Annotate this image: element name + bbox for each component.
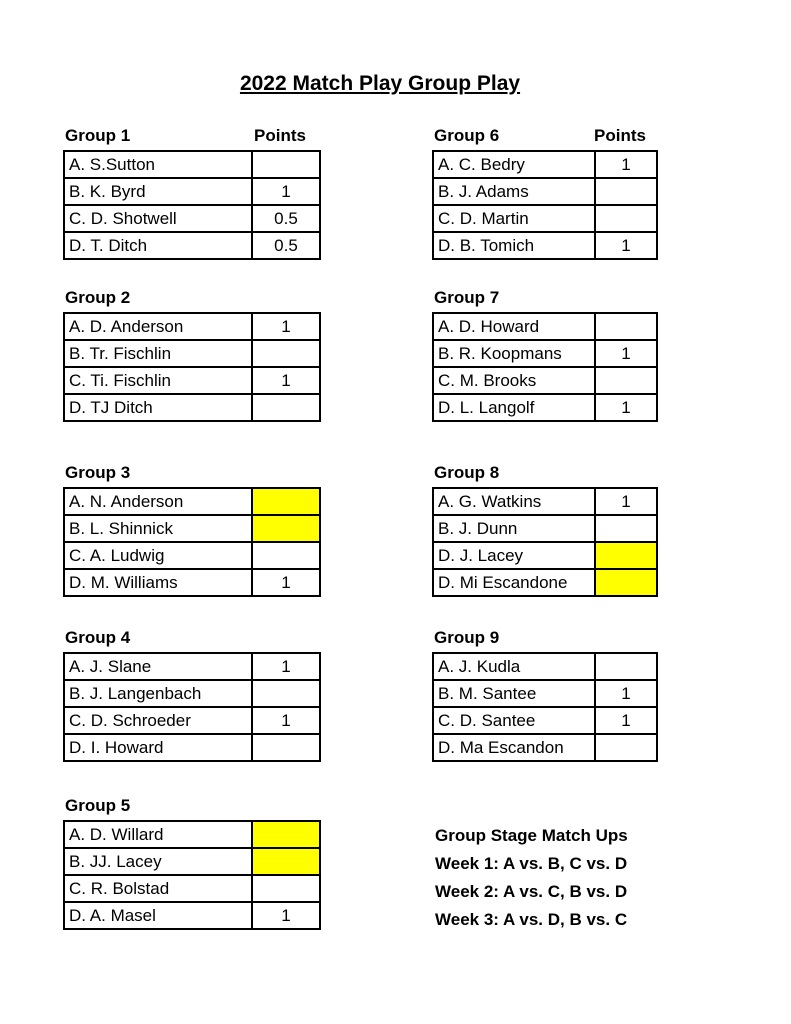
group-1-header [63,126,315,148]
player-row [433,205,657,232]
group-9-header [432,628,652,650]
group-9-section [432,628,652,762]
player-row [64,821,320,848]
points-cell [595,205,657,232]
player-row [64,875,320,902]
player-row [433,653,657,680]
points-cell [252,875,320,902]
player-row [64,653,320,680]
group-7-header [432,288,652,310]
points-cell: 1 [252,902,320,929]
points-cell [252,151,320,178]
group-2-section [63,288,315,422]
player-name-cell: C. D. Schroeder [64,707,252,734]
player-name-cell: A. J. Slane [64,653,252,680]
points-cell: 1 [595,680,657,707]
group-2-title: Group 2 [65,288,131,307]
group-7-section [432,288,652,422]
player-row [433,367,657,394]
player-row [64,232,320,259]
points-cell: 1 [252,653,320,680]
group-5-section [63,796,315,930]
group-3-title: Group 3 [65,463,131,482]
group-5-table [63,820,321,930]
group-8-section [432,463,652,597]
player-row [433,542,657,569]
player-row [64,848,320,875]
points-cell [252,515,320,542]
player-row [433,232,657,259]
player-name-cell: B. JJ. Lacey [64,848,252,875]
points-cell [595,653,657,680]
group-3-table [63,487,321,597]
points-cell: 1 [595,394,657,421]
points-cell: 1 [252,569,320,596]
player-name-cell: B. J. Dunn [433,515,595,542]
group-8-title: Group 8 [434,463,500,482]
group-7-table [432,312,658,422]
group-8-table [432,487,658,597]
points-cell: 1 [252,707,320,734]
points-cell [252,542,320,569]
match-ups-week-1: Week 1: A vs. B, C vs. D [435,854,628,873]
group-3-header [63,463,315,485]
group-5-header [63,796,315,818]
group-9-table [432,652,658,762]
player-name-cell: D. A. Masel [64,902,252,929]
player-name-cell: B. Tr. Fischlin [64,340,252,367]
group-4-section [63,628,315,762]
player-row [64,902,320,929]
points-column-header-right: Points [594,126,646,145]
points-cell: 0.5 [252,205,320,232]
player-name-cell: D. T. Ditch [64,232,252,259]
player-name-cell: D. J. Lacey [433,542,595,569]
points-cell [595,313,657,340]
player-row [433,680,657,707]
match-ups-section [435,822,628,934]
player-name-cell: D. Ma Escandon [433,734,595,761]
player-row [64,680,320,707]
player-row [433,515,657,542]
player-row [64,340,320,367]
player-name-cell: D. Mi Escandone [433,569,595,596]
page-title: 2022 Match Play Group Play [239,72,521,95]
player-row [433,488,657,515]
player-name-cell: B. J. Adams [433,178,595,205]
player-row [64,707,320,734]
player-name-cell: C. A. Ludwig [64,542,252,569]
player-row [64,178,320,205]
points-cell [595,515,657,542]
player-name-cell: A. D. Anderson [64,313,252,340]
player-row [64,394,320,421]
group-8-header [432,463,652,485]
player-row [64,367,320,394]
group-6-table [432,150,658,260]
player-name-cell: A. C. Bedry [433,151,595,178]
points-cell [595,569,657,596]
player-name-cell: C. D. Shotwell [64,205,252,232]
player-name-cell: C. R. Bolstad [64,875,252,902]
group-1-table [63,150,321,260]
group-3-section [63,463,315,597]
points-cell: 1 [252,313,320,340]
points-cell [595,367,657,394]
player-name-cell: D. I. Howard [64,734,252,761]
player-row [64,205,320,232]
player-name-cell: A. J. Kudla [433,653,595,680]
points-cell [595,542,657,569]
player-name-cell: C. M. Brooks [433,367,595,394]
group-5-title: Group 5 [65,796,131,815]
player-row [433,569,657,596]
points-cell: 1 [595,707,657,734]
player-row [64,515,320,542]
player-row [64,569,320,596]
player-row [433,178,657,205]
points-cell: 1 [595,488,657,515]
player-name-cell: B. M. Santee [433,680,595,707]
points-cell: 1 [252,178,320,205]
group-2-table [63,312,321,422]
group-6-header [432,126,652,148]
group-1-section [63,126,315,260]
player-row [433,734,657,761]
group-7-title: Group 7 [434,288,500,307]
group-4-table [63,652,321,762]
points-cell [595,734,657,761]
player-name-cell: D. L. Langolf [433,394,595,421]
match-ups-title: Group Stage Match Ups [435,826,628,845]
player-name-cell: A. D. Willard [64,821,252,848]
player-name-cell: A. S.Sutton [64,151,252,178]
points-cell [595,178,657,205]
player-row [64,151,320,178]
points-cell [252,340,320,367]
points-cell [252,734,320,761]
match-ups-week-3: Week 3: A vs. D, B vs. C [435,910,628,929]
player-name-cell: A. D. Howard [433,313,595,340]
player-row [433,151,657,178]
group-4-header [63,628,315,650]
points-cell [252,680,320,707]
player-name-cell: C. D. Martin [433,205,595,232]
player-name-cell: D. TJ Ditch [64,394,252,421]
player-name-cell: B. K. Byrd [64,178,252,205]
player-row [64,488,320,515]
points-column-header-left: Points [254,126,306,145]
player-name-cell: D. M. Williams [64,569,252,596]
points-cell [252,821,320,848]
match-ups-week-2: Week 2: A vs. C, B vs. D [435,882,628,901]
points-cell [252,394,320,421]
group-6-title: Group 6 [434,126,500,145]
player-row [64,542,320,569]
player-name-cell: B. R. Koopmans [433,340,595,367]
player-row [433,394,657,421]
group-2-header [63,288,315,310]
points-cell [252,848,320,875]
points-cell: 1 [252,367,320,394]
group-6-section [432,126,652,260]
group-4-title: Group 4 [65,628,131,647]
player-name-cell: D. B. Tomich [433,232,595,259]
points-cell: 1 [595,232,657,259]
player-name-cell: A. N. Anderson [64,488,252,515]
points-cell [252,488,320,515]
player-name-cell: B. L. Shinnick [64,515,252,542]
points-cell: 1 [595,151,657,178]
player-row [433,313,657,340]
player-name-cell: C. Ti. Fischlin [64,367,252,394]
player-name-cell: A. G. Watkins [433,488,595,515]
group-1-title: Group 1 [65,126,131,145]
player-row [433,340,657,367]
player-row [433,707,657,734]
points-cell: 0.5 [252,232,320,259]
player-name-cell: C. D. Santee [433,707,595,734]
player-name-cell: B. J. Langenbach [64,680,252,707]
group-9-title: Group 9 [434,628,500,647]
player-row [64,313,320,340]
points-cell: 1 [595,340,657,367]
player-row [64,734,320,761]
